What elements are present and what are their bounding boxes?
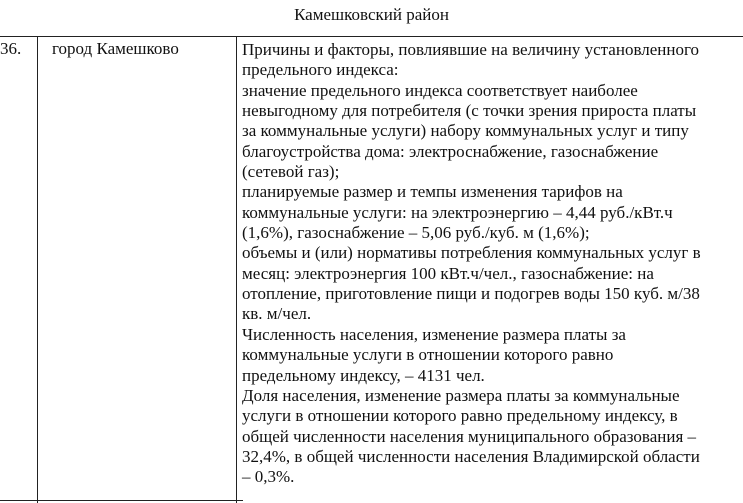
text-line: предельному индексу, – 4131 чел.: [242, 365, 485, 385]
text-line: (сетевой газ);: [242, 162, 340, 182]
text-line: 32,4%, в общей численности населения Владимирской области: [242, 446, 700, 466]
municipality-name: город Камешково: [52, 39, 179, 58]
text-line: коммунальные услуги в отношении которого равно: [242, 345, 614, 365]
row-number: 36.: [0, 39, 22, 58]
text-line: – 0,3%.: [242, 467, 295, 487]
text-line: за коммунальные услуги) набору коммунальных услуг и типу: [242, 121, 689, 141]
text-line: невыгодному для потребителя (с точки зрения прироста платы: [242, 101, 697, 121]
text-line: планируемые размер и темпы изменения тарифов на: [242, 182, 623, 202]
text-line: месяц: электроэнергия 100 кВт.ч/чел., газоснабжение: на: [242, 263, 654, 283]
column-divider-2: [236, 36, 237, 503]
column-divider-1: [37, 36, 38, 503]
text-line: благоустройства дома: электроснабжение, газоснабжение: [242, 141, 659, 161]
text-line: предельного индекса:: [242, 60, 399, 80]
text-line: коммунальные услуги: на электроэнергию – 4,44 руб./кВт.ч: [242, 202, 673, 222]
text-line: Численность населения, изменение размера платы за: [242, 324, 626, 344]
data-table: [0, 36, 743, 503]
text-line: Доля населения, изменение размера платы за коммунальные: [242, 385, 680, 405]
district-heading: Камешковский район: [294, 5, 449, 24]
text-line: общей численности населения муниципального образования –: [242, 426, 697, 446]
factors-description: [242, 40, 740, 488]
text-line: Причины и факторы, повлиявшие на величину установленного: [242, 40, 700, 59]
text-line: значение предельного индекса соответствует наиболее: [242, 80, 638, 100]
table-top-border: [0, 36, 743, 37]
text-line: (1,6%), газоснабжение – 5,06 руб./куб. м (1,6%);: [242, 223, 590, 243]
text-line: отопление, приготовление пищи и подогрев воды 150 куб. м/38: [242, 284, 700, 304]
text-line: кв. м/чел.: [242, 304, 312, 324]
text-line: объемы и (или) нормативы потребления коммунальных услуг в: [242, 243, 701, 263]
text-line: услуги в отношении которого равно предельному индексу, в: [242, 406, 678, 426]
